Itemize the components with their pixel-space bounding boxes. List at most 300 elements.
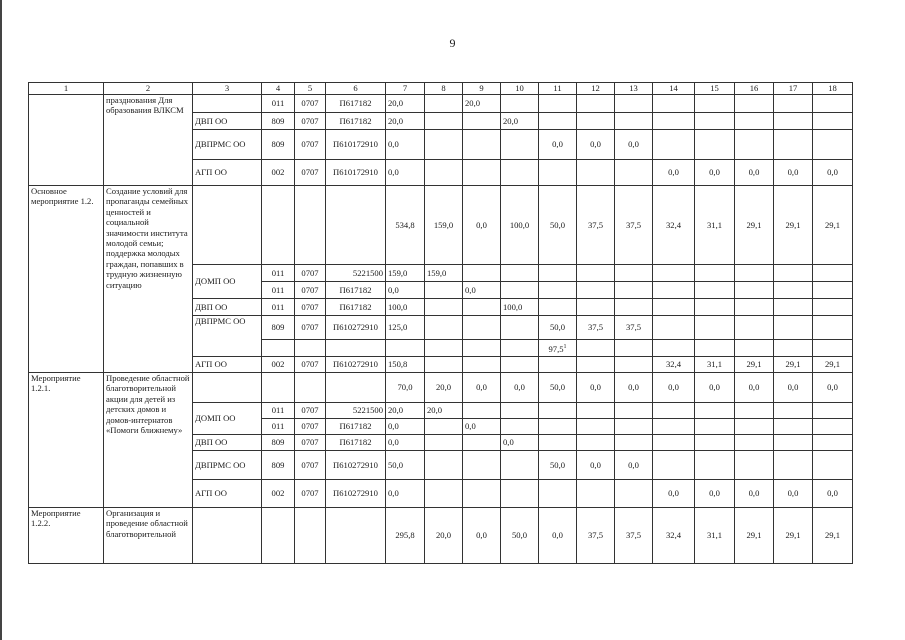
table-cell: 809 [262,130,295,160]
executor-cell: ДОМП ОО [193,403,262,435]
executor-cell: ДВПРМС ОО [193,316,262,357]
table-cell [539,95,577,113]
table-cell [653,299,695,316]
table-cell [735,265,774,282]
table-cell: П610172910 [326,130,386,160]
header-cell: 6 [326,83,386,95]
table-cell: 50,0 [501,508,539,564]
table-cell [695,419,735,435]
table-cell: 0,0 [463,373,501,403]
table-cell [425,299,463,316]
header-cell: 12 [577,83,615,95]
table-cell: 20,0 [386,403,425,419]
table-cell [386,340,425,357]
table-cell [653,451,695,480]
table-cell: 50,0 [539,373,577,403]
header-cell: 14 [653,83,695,95]
header-cell: 3 [193,83,262,95]
table-cell [463,160,501,186]
table-cell: 0,0 [653,373,695,403]
table-cell: 20,0 [425,403,463,419]
table-cell: 29,1 [813,508,853,564]
table-cell [539,265,577,282]
table-cell [615,95,653,113]
table-cell [501,95,539,113]
table-cell: 0707 [295,160,326,186]
table-cell [615,403,653,419]
header-cell: 2 [104,83,193,95]
header-cell: 17 [774,83,813,95]
table-cell: 0707 [295,419,326,435]
header-cell: 18 [813,83,853,95]
table-cell [653,419,695,435]
table-cell [615,282,653,299]
table-cell [653,265,695,282]
table-cell [577,357,615,373]
table-cell [295,340,326,357]
table-cell: П617182 [326,435,386,451]
table-cell: 0,0 [653,480,695,508]
table-cell: 37,5 [615,508,653,564]
table-cell: 37,5 [577,508,615,564]
table-cell [695,130,735,160]
table-cell [813,113,853,130]
table-cell [813,282,853,299]
table-cell: 37,5 [577,186,615,265]
table-cell: 37,5 [577,316,615,340]
header-cell: 1 [29,83,104,95]
table-cell: 809 [262,435,295,451]
table-cell [577,113,615,130]
table-cell [501,282,539,299]
table-cell: 0,0 [386,480,425,508]
table-cell: 159,0 [425,186,463,265]
executor-cell: АГП ОО [193,160,262,186]
table-cell: П610272910 [326,480,386,508]
table-cell [813,403,853,419]
table-cell [577,419,615,435]
table-cell: 0,0 [774,480,813,508]
table-cell: П617182 [326,282,386,299]
table-cell [774,130,813,160]
table-cell [539,282,577,299]
table-cell: 0,0 [386,160,425,186]
column-number-row [29,83,853,95]
table-cell: 809 [262,316,295,340]
table-cell [539,480,577,508]
table-cell: П610272910 [326,451,386,480]
table-cell: 0,0 [539,508,577,564]
table-cell [326,373,386,403]
table-cell: 0707 [295,113,326,130]
table-cell: 0,0 [735,160,774,186]
table-cell: 0,0 [774,160,813,186]
table-cell: 20,0 [425,373,463,403]
table-cell: 002 [262,480,295,508]
table-cell [425,451,463,480]
table-cell [695,340,735,357]
table-cell [501,480,539,508]
table-cell: 0,0 [695,160,735,186]
table-cell [425,95,463,113]
table-cell: 0,0 [386,419,425,435]
table-cell: П617182 [326,113,386,130]
table-cell [539,299,577,316]
table-cell [813,265,853,282]
table-cell [735,282,774,299]
table-cell: 0,0 [501,373,539,403]
activity-name-cell: Мероприятие 1.2.1. [29,373,104,508]
table-cell [813,340,853,357]
table-cell [501,160,539,186]
table-cell [774,451,813,480]
executor-cell: АГП ОО [193,357,262,373]
table-cell: 0,0 [735,480,774,508]
table-cell: 011 [262,299,295,316]
executor-cell: ДВПРМС ОО [193,451,262,480]
table-cell: 29,1 [774,508,813,564]
table-cell [615,357,653,373]
footnote-marker: 1 [563,343,567,350]
table-cell [326,186,386,265]
table-cell [463,403,501,419]
table-cell [463,113,501,130]
table-cell [653,113,695,130]
table-cell [326,508,386,564]
table-cell: 0,0 [463,186,501,265]
table-cell [463,265,501,282]
table-cell [501,340,539,357]
table-cell [425,160,463,186]
table-cell: 20,0 [463,95,501,113]
table-cell [735,451,774,480]
table-cell: 011 [262,265,295,282]
table-cell: 0,0 [653,160,695,186]
table-cell [774,403,813,419]
table-cell: 20,0 [425,508,463,564]
table-cell [653,435,695,451]
table-cell [813,451,853,480]
table-cell: 0707 [295,299,326,316]
table-cell: 29,1 [813,186,853,265]
table-cell [774,265,813,282]
table-cell: 0,0 [813,480,853,508]
table-cell: П610272910 [326,357,386,373]
table-cell [774,435,813,451]
table-cell [653,316,695,340]
table-cell [735,299,774,316]
table-cell [695,113,735,130]
table-cell [577,340,615,357]
table-cell [539,435,577,451]
table-cell [653,340,695,357]
table-cell [813,316,853,340]
executor-cell: ДВП ОО [193,299,262,316]
table-cell: 0707 [295,435,326,451]
table-cell [577,435,615,451]
table-cell [577,403,615,419]
table-cell: 0,0 [386,435,425,451]
table-cell [615,435,653,451]
table-cell: 31,1 [695,357,735,373]
table-cell [425,282,463,299]
table-cell [735,419,774,435]
table-cell [539,357,577,373]
table-cell [774,299,813,316]
table-cell: 0707 [295,316,326,340]
table-cell: 0707 [295,480,326,508]
table-cell [463,480,501,508]
table-cell: 0,0 [615,451,653,480]
table-cell: 0,0 [463,282,501,299]
table-cell [615,299,653,316]
table-cell [774,282,813,299]
table-cell [695,265,735,282]
table-cell: 0,0 [813,160,853,186]
table-cell [501,265,539,282]
table-cell: 0707 [295,403,326,419]
table-cell: 0,0 [463,419,501,435]
table-cell: 002 [262,357,295,373]
table-cell: 0,0 [735,373,774,403]
table-cell: 5221500 [326,265,386,282]
table-cell [653,282,695,299]
table-cell: 32,4 [653,186,695,265]
table-cell: 50,0 [539,186,577,265]
table-cell [615,113,653,130]
table-cell: 29,1 [774,357,813,373]
table-cell [695,316,735,340]
table-cell [695,435,735,451]
table-cell [295,373,326,403]
table-cell [695,282,735,299]
activity-description: Создание условий для пропаганды семейных ценностей и социальной значимости института молодой семьи; поддержка молодых граждан, попавших в трудную жизненную ситуацию [104,186,193,373]
table-cell: 0,0 [577,373,615,403]
table-cell: 0,0 [813,373,853,403]
header-cell: 13 [615,83,653,95]
table-cell: 0,0 [615,373,653,403]
table-cell [774,340,813,357]
table-cell: 50,0 [539,451,577,480]
table-cell: 0707 [295,95,326,113]
table-cell [695,451,735,480]
table-cell: 0,0 [577,451,615,480]
table-cell [735,130,774,160]
activity-description: Проведение областной благотворительной акции для детей из детских домов и домов-интернатов «Помоги ближнему» [104,373,193,508]
table-cell: 5221500 [326,403,386,419]
table-cell [735,435,774,451]
table-cell: 0707 [295,130,326,160]
table-cell [539,403,577,419]
table-cell: П617182 [326,299,386,316]
table-cell: 37,5 [615,186,653,265]
executor-cell: ДВПРМС ОО [193,130,262,160]
table-cell: П610272910 [326,316,386,340]
table-cell: 150,8 [386,357,425,373]
table-cell: 125,0 [386,316,425,340]
table-cell: 29,1 [735,508,774,564]
table-cell [615,419,653,435]
budget-table [28,82,853,564]
table-cell [695,299,735,316]
table-row [29,508,853,564]
table-cell [577,265,615,282]
table-cell: 0707 [295,451,326,480]
table-cell [577,480,615,508]
table-cell [425,316,463,340]
table-cell: 29,1 [735,186,774,265]
table-cell [735,340,774,357]
table-cell: П617182 [326,419,386,435]
executor-cell: АГП ОО [193,480,262,508]
header-cell: 11 [539,83,577,95]
table-cell: П610172910 [326,160,386,186]
table-cell: 0,0 [695,480,735,508]
table-row [29,373,853,403]
table-cell [615,340,653,357]
table-cell [774,113,813,130]
table-cell: 32,4 [653,508,695,564]
table-cell [695,95,735,113]
table-cell [539,340,577,357]
table-cell [615,160,653,186]
executor-cell [193,373,262,403]
table-cell [425,130,463,160]
table-cell [463,340,501,357]
table-cell [262,508,295,564]
table-row [29,186,853,265]
executor-cell [193,186,262,265]
table-cell [539,113,577,130]
table-cell: 100,0 [501,186,539,265]
table-cell: 31,1 [695,186,735,265]
table-cell [539,160,577,186]
table-cell: 32,4 [653,357,695,373]
table-cell [653,95,695,113]
table-cell: 50,0 [539,316,577,340]
table-cell: 295,8 [386,508,425,564]
table-cell [615,480,653,508]
activity-description: празднования Для образования ВЛКСМ [104,95,193,186]
table-cell [425,480,463,508]
footnote-value: 97,5 [548,343,564,354]
table-cell: 20,0 [501,113,539,130]
header-cell: 7 [386,83,425,95]
table-cell [539,419,577,435]
table-cell [735,403,774,419]
activity-name-cell [29,95,104,186]
executor-cell [193,95,262,113]
table-cell [463,451,501,480]
table-cell: 011 [262,419,295,435]
table-cell [577,95,615,113]
table-cell [774,95,813,113]
table-cell [463,316,501,340]
table-cell [262,340,295,357]
table-cell [813,130,853,160]
table-cell [463,299,501,316]
table-cell: 159,0 [425,265,463,282]
table-cell: П617182 [326,95,386,113]
table-cell [501,419,539,435]
header-cell: 4 [262,83,295,95]
table-cell: 0,0 [577,130,615,160]
table-cell [463,130,501,160]
table-cell: 0,0 [615,130,653,160]
table-cell: 0,0 [463,508,501,564]
header-cell: 8 [425,83,463,95]
table-cell: 29,1 [813,357,853,373]
header-cell: 10 [501,83,539,95]
table-cell: 0,0 [695,373,735,403]
table-cell [501,403,539,419]
table-cell [813,419,853,435]
table-cell: 809 [262,451,295,480]
header-cell: 15 [695,83,735,95]
table-cell [735,316,774,340]
table-cell [425,419,463,435]
table-cell [813,95,853,113]
table-cell: 20,0 [386,113,425,130]
table-cell [501,357,539,373]
table-cell [653,403,695,419]
table-cell [295,508,326,564]
table-cell: 0,0 [774,373,813,403]
table-row [29,95,853,113]
executor-cell: ДВП ОО [193,435,262,451]
activity-name-cell: Мероприятие 1.2.2. [29,508,104,564]
table-cell: 011 [262,95,295,113]
table-cell: 0,0 [539,130,577,160]
table-cell: 011 [262,403,295,419]
table-cell [326,340,386,357]
table-cell: 0,0 [386,282,425,299]
table-cell: 0,0 [386,130,425,160]
table-cell [577,299,615,316]
table-cell [262,186,295,265]
table-cell [425,113,463,130]
table-cell: 20,0 [386,95,425,113]
table-cell [813,299,853,316]
activity-name-cell: Основное мероприятие 1.2. [29,186,104,373]
table-cell [577,160,615,186]
table-cell [425,357,463,373]
table-cell [735,113,774,130]
table-cell: 809 [262,113,295,130]
table-cell [577,282,615,299]
table-cell [463,357,501,373]
table-cell: 0,0 [501,435,539,451]
table-cell: 534,8 [386,186,425,265]
table-cell [425,340,463,357]
table-cell: 0707 [295,282,326,299]
table-cell [501,316,539,340]
table-cell: 50,0 [386,451,425,480]
table-cell: 0707 [295,357,326,373]
table-cell: 29,1 [735,357,774,373]
executor-cell: ДВП ОО [193,113,262,130]
table-cell [463,435,501,451]
table-cell [501,451,539,480]
table-cell [695,403,735,419]
table-cell: 29,1 [774,186,813,265]
table-cell: 100,0 [501,299,539,316]
executor-cell [193,508,262,564]
table-cell [501,130,539,160]
table-cell: 002 [262,160,295,186]
table-cell [295,186,326,265]
header-cell: 9 [463,83,501,95]
